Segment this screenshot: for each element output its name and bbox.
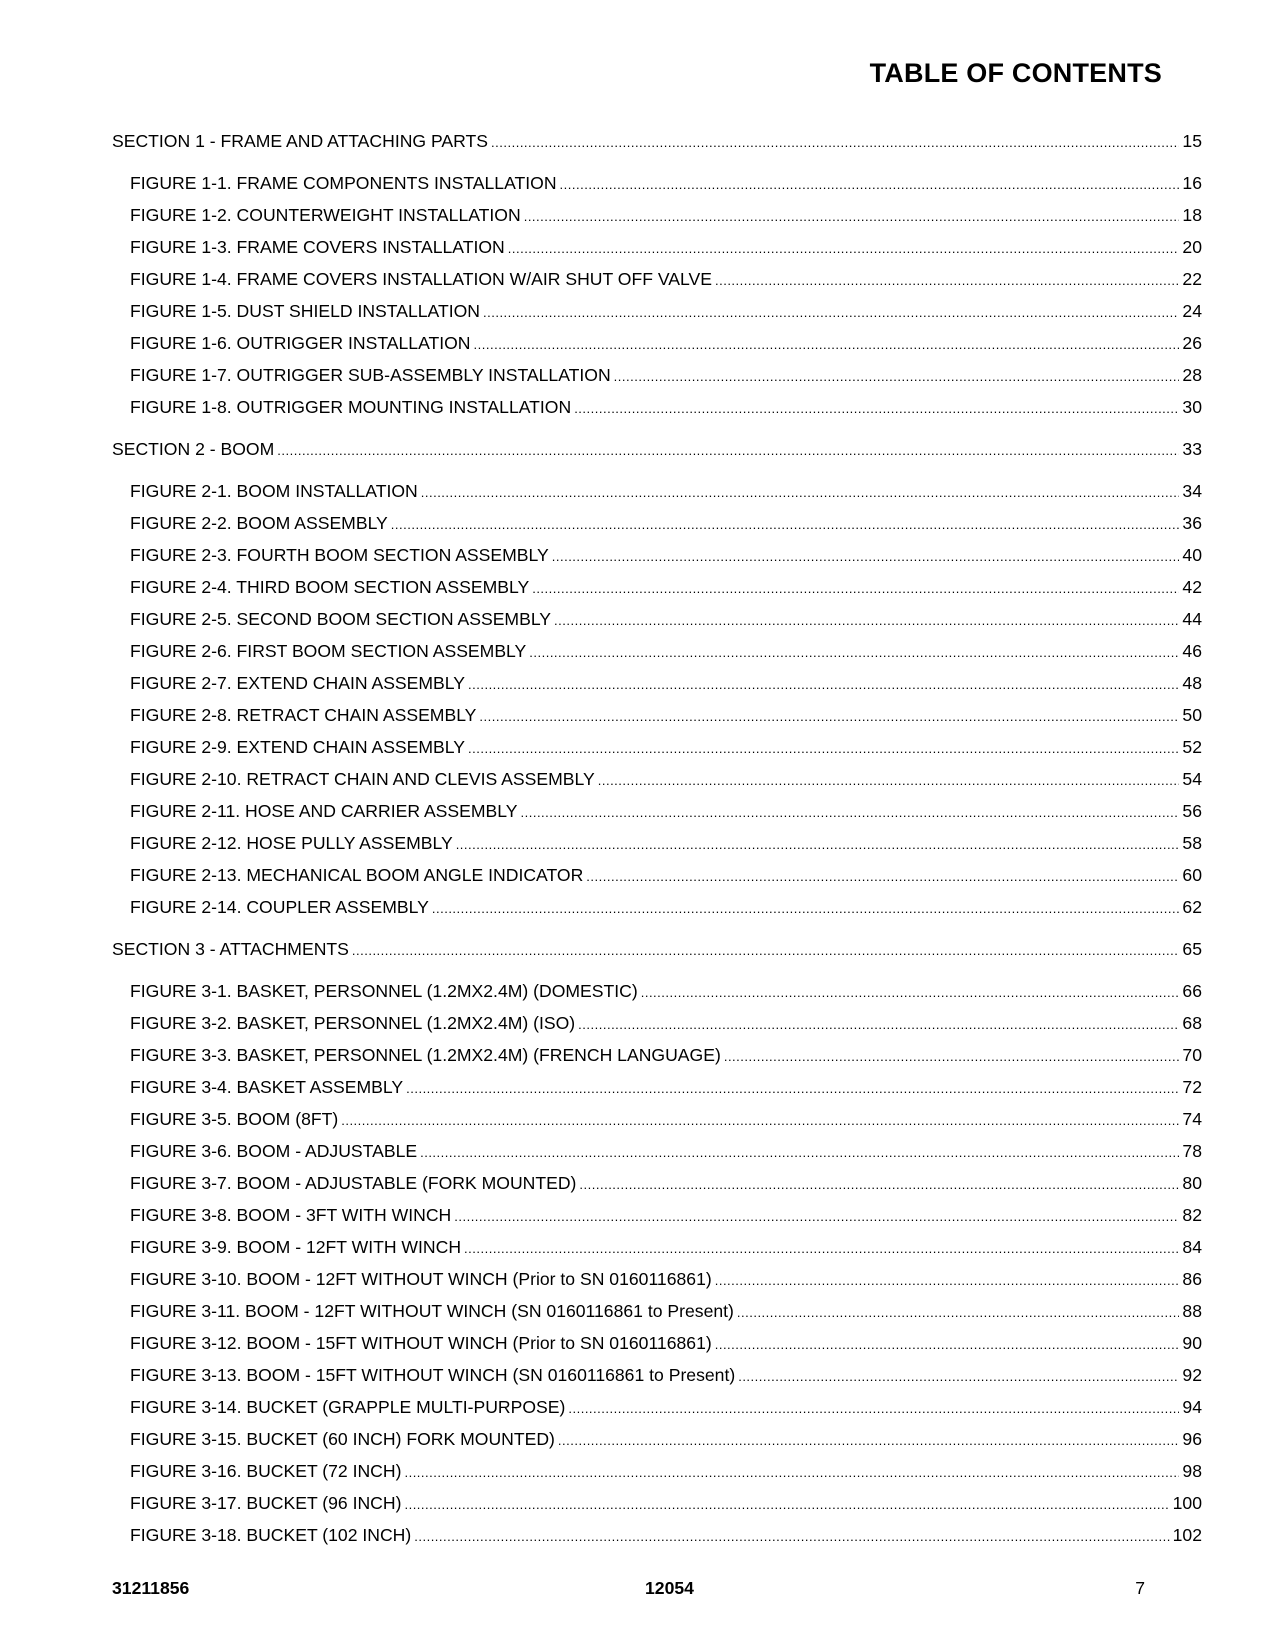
toc-figure-entry[interactable] bbox=[112, 640, 1202, 663]
toc-figure-entry[interactable] bbox=[112, 1140, 1202, 1163]
toc-entry-label: FIGURE 1-8. OUTRIGGER MOUNTING INSTALLATION bbox=[130, 397, 572, 417]
toc-entry-label: FIGURE 3-3. BASKET, PERSONNEL (1.2MX2.4M) (FRENCH LANGUAGE) bbox=[130, 1045, 721, 1065]
toc-dot-leader bbox=[574, 397, 1179, 420]
toc-dot-leader bbox=[454, 1205, 1179, 1228]
toc-entry-label: FIGURE 1-5. DUST SHIELD INSTALLATION bbox=[130, 301, 480, 321]
toc-entry-label: FIGURE 3-15. BUCKET (60 INCH) FORK MOUNTED) bbox=[130, 1429, 555, 1449]
toc-section-entry[interactable] bbox=[112, 938, 1202, 961]
toc-dot-leader bbox=[404, 1493, 1169, 1516]
toc-entry-label: FIGURE 2-9. EXTEND CHAIN ASSEMBLY bbox=[130, 737, 466, 757]
toc-entry-label: FIGURE 1-2. COUNTERWEIGHT INSTALLATION bbox=[130, 205, 521, 225]
toc-entry-label: FIGURE 3-16. BUCKET (72 INCH) bbox=[130, 1461, 402, 1481]
toc-figure-entry[interactable] bbox=[112, 1108, 1202, 1131]
table-of-contents bbox=[112, 130, 1202, 1547]
toc-dot-leader bbox=[586, 865, 1179, 888]
toc-entry-page: 78 bbox=[1182, 1141, 1202, 1161]
toc-dot-leader bbox=[598, 769, 1180, 792]
toc-entry-page: 36 bbox=[1182, 513, 1202, 533]
toc-entry-label: SECTION 2 - BOOM bbox=[112, 439, 275, 459]
toc-figure-entry[interactable] bbox=[112, 576, 1202, 599]
toc-entry-page: 74 bbox=[1182, 1109, 1202, 1129]
toc-figure-entry[interactable] bbox=[112, 1332, 1202, 1355]
toc-entry-label: FIGURE 2-6. FIRST BOOM SECTION ASSEMBLY bbox=[130, 641, 527, 661]
footer-part-number: 31211856 bbox=[112, 1578, 190, 1598]
toc-dot-leader bbox=[558, 1429, 1180, 1452]
toc-entry-label: FIGURE 1-7. OUTRIGGER SUB-ASSEMBLY INSTALLATION bbox=[130, 365, 611, 385]
toc-figure-entry[interactable] bbox=[112, 172, 1202, 195]
toc-figure-entry[interactable] bbox=[112, 608, 1202, 631]
toc-dot-leader bbox=[414, 1525, 1169, 1548]
toc-figure-entry[interactable] bbox=[112, 768, 1202, 791]
page-title: TABLE OF CONTENTS bbox=[869, 58, 1162, 88]
toc-dot-leader bbox=[529, 641, 1179, 664]
toc-entry-label: FIGURE 2-7. EXTEND CHAIN ASSEMBLY bbox=[130, 673, 466, 693]
toc-figure-entry[interactable] bbox=[112, 1300, 1202, 1323]
toc-figure-entry[interactable] bbox=[112, 864, 1202, 887]
toc-dot-leader bbox=[738, 1365, 1179, 1388]
toc-entry-page: 24 bbox=[1182, 301, 1202, 321]
toc-dot-leader bbox=[468, 737, 1179, 760]
toc-figure-entry[interactable] bbox=[112, 896, 1202, 919]
toc-dot-leader bbox=[508, 237, 1180, 260]
toc-figure-entry[interactable] bbox=[112, 1076, 1202, 1099]
toc-entry-label: FIGURE 2-10. RETRACT CHAIN AND CLEVIS ASSEMBLY bbox=[130, 769, 595, 789]
toc-entry-label: FIGURE 2-14. COUPLER ASSEMBLY bbox=[130, 897, 429, 917]
toc-entry-page: 40 bbox=[1182, 545, 1202, 565]
toc-entry-label: FIGURE 1-1. FRAME COMPONENTS INSTALLATION bbox=[130, 173, 557, 193]
toc-entry-label: FIGURE 3-8. BOOM - 3FT WITH WINCH bbox=[130, 1205, 452, 1225]
toc-entry-label: FIGURE 1-4. FRAME COVERS INSTALLATION W/AIR SHUT OFF VALVE bbox=[130, 269, 712, 289]
toc-entry-page: 33 bbox=[1182, 439, 1202, 459]
toc-entry-page: 42 bbox=[1182, 577, 1202, 597]
toc-figure-entry[interactable] bbox=[112, 1396, 1202, 1419]
toc-dot-leader bbox=[568, 1397, 1179, 1420]
toc-entry-label: FIGURE 3-18. BUCKET (102 INCH) bbox=[130, 1525, 412, 1545]
toc-dot-leader bbox=[532, 577, 1179, 600]
toc-entry-page: 60 bbox=[1182, 865, 1202, 885]
toc-entry-page: 18 bbox=[1182, 205, 1202, 225]
toc-entry-label: FIGURE 2-2. BOOM ASSEMBLY bbox=[130, 513, 388, 533]
toc-entry-label: FIGURE 3-17. BUCKET (96 INCH) bbox=[130, 1493, 402, 1513]
toc-dot-leader bbox=[579, 1173, 1179, 1196]
toc-dot-leader bbox=[715, 269, 1179, 292]
toc-entry-page: 46 bbox=[1182, 641, 1202, 661]
toc-entry-page: 98 bbox=[1182, 1461, 1202, 1481]
toc-figure-entry[interactable] bbox=[112, 1268, 1202, 1291]
toc-entry-label: FIGURE 2-11. HOSE AND CARRIER ASSEMBLY bbox=[130, 801, 518, 821]
toc-entry-page: 22 bbox=[1182, 269, 1202, 289]
toc-entry-label: FIGURE 2-8. RETRACT CHAIN ASSEMBLY bbox=[130, 705, 477, 725]
toc-figure-entry[interactable] bbox=[112, 832, 1202, 855]
toc-entry-label: FIGURE 3-4. BASKET ASSEMBLY bbox=[130, 1077, 404, 1097]
toc-entry-page: 80 bbox=[1182, 1173, 1202, 1193]
toc-entry-label: FIGURE 2-5. SECOND BOOM SECTION ASSEMBLY bbox=[130, 609, 552, 629]
toc-entry-label: FIGURE 3-12. BOOM - 15FT WITHOUT WINCH (Prior to SN 0160116861) bbox=[130, 1333, 712, 1353]
toc-dot-leader bbox=[560, 173, 1180, 196]
toc-dot-leader bbox=[421, 481, 1180, 504]
toc-figure-entry[interactable] bbox=[112, 1236, 1202, 1259]
toc-figure-entry[interactable] bbox=[112, 1172, 1202, 1195]
toc-entry-page: 56 bbox=[1182, 801, 1202, 821]
toc-entry-page: 54 bbox=[1182, 769, 1202, 789]
toc-section-entry[interactable] bbox=[112, 130, 1202, 153]
toc-entry-page: 28 bbox=[1182, 365, 1202, 385]
toc-figure-entry[interactable] bbox=[112, 1012, 1202, 1035]
toc-dot-leader bbox=[474, 333, 1180, 356]
toc-figure-entry[interactable] bbox=[112, 736, 1202, 759]
toc-dot-leader bbox=[491, 131, 1179, 154]
toc-entry-page: 68 bbox=[1182, 1013, 1202, 1033]
toc-entry-page: 84 bbox=[1182, 1237, 1202, 1257]
toc-figure-entry[interactable] bbox=[112, 1524, 1202, 1547]
toc-entry-page: 92 bbox=[1182, 1365, 1202, 1385]
toc-dot-leader bbox=[406, 1077, 1179, 1100]
toc-entry-page: 62 bbox=[1182, 897, 1202, 917]
toc-entry-page: 34 bbox=[1182, 481, 1202, 501]
toc-dot-leader bbox=[724, 1045, 1180, 1068]
toc-entry-page: 16 bbox=[1182, 173, 1202, 193]
toc-figure-entry[interactable] bbox=[112, 204, 1202, 227]
toc-dot-leader bbox=[432, 897, 1180, 920]
toc-entry-page: 30 bbox=[1182, 397, 1202, 417]
toc-dot-leader bbox=[524, 205, 1180, 228]
toc-figure-entry[interactable] bbox=[112, 236, 1202, 259]
toc-figure-entry[interactable] bbox=[112, 1460, 1202, 1483]
toc-entry-label: FIGURE 3-2. BASKET, PERSONNEL (1.2MX2.4M) (ISO) bbox=[130, 1013, 576, 1033]
toc-dot-leader bbox=[554, 609, 1179, 632]
toc-figure-entry[interactable] bbox=[112, 396, 1202, 419]
toc-dot-leader bbox=[715, 1269, 1180, 1292]
toc-entry-label: FIGURE 3-9. BOOM - 12FT WITH WINCH bbox=[130, 1237, 462, 1257]
toc-figure-entry[interactable] bbox=[112, 364, 1202, 387]
toc-entry-page: 20 bbox=[1182, 237, 1202, 257]
toc-entry-page: 48 bbox=[1182, 673, 1202, 693]
toc-dot-leader bbox=[578, 1013, 1179, 1036]
toc-entry-label: FIGURE 3-13. BOOM - 15FT WITHOUT WINCH (SN 0160116861 to Present) bbox=[130, 1365, 736, 1385]
toc-dot-leader bbox=[404, 1461, 1179, 1484]
toc-dot-leader bbox=[479, 705, 1179, 728]
toc-figure-entry[interactable] bbox=[112, 1044, 1202, 1067]
toc-dot-leader bbox=[641, 981, 1180, 1004]
toc-figure-entry[interactable] bbox=[112, 268, 1202, 291]
toc-entry-label: FIGURE 1-3. FRAME COVERS INSTALLATION bbox=[130, 237, 505, 257]
footer-model-number: 12054 bbox=[645, 1578, 694, 1598]
toc-entry-label: FIGURE 2-1. BOOM INSTALLATION bbox=[130, 481, 418, 501]
toc-dot-leader bbox=[456, 833, 1180, 856]
toc-dot-leader bbox=[341, 1109, 1179, 1132]
toc-entry-page: 70 bbox=[1182, 1045, 1202, 1065]
toc-figure-entry[interactable] bbox=[112, 1204, 1202, 1227]
toc-entry-label: FIGURE 3-14. BUCKET (GRAPPLE MULTI-PURPOSE) bbox=[130, 1397, 566, 1417]
toc-entry-label: FIGURE 1-6. OUTRIGGER INSTALLATION bbox=[130, 333, 471, 353]
toc-figure-entry[interactable] bbox=[112, 332, 1202, 355]
toc-dot-leader bbox=[468, 673, 1179, 696]
toc-entry-page: 65 bbox=[1182, 939, 1202, 959]
toc-entry-label: FIGURE 3-10. BOOM - 12FT WITHOUT WINCH (Prior to SN 0160116861) bbox=[130, 1269, 712, 1289]
toc-entry-page: 52 bbox=[1182, 737, 1202, 757]
toc-entry-label: FIGURE 2-13. MECHANICAL BOOM ANGLE INDICATOR bbox=[130, 865, 584, 885]
toc-entry-label: FIGURE 2-3. FOURTH BOOM SECTION ASSEMBLY bbox=[130, 545, 549, 565]
toc-entry-page: 82 bbox=[1182, 1205, 1202, 1225]
toc-entry-page: 86 bbox=[1182, 1269, 1202, 1289]
toc-section-entry[interactable] bbox=[112, 438, 1202, 461]
toc-entry-page: 90 bbox=[1182, 1333, 1202, 1353]
toc-figure-entry[interactable] bbox=[112, 544, 1202, 567]
footer-page-number: 7 bbox=[1135, 1578, 1145, 1598]
toc-dot-leader bbox=[483, 301, 1179, 324]
toc-dot-leader bbox=[420, 1141, 1179, 1164]
toc-entry-page: 44 bbox=[1182, 609, 1202, 629]
toc-dot-leader bbox=[737, 1301, 1180, 1324]
toc-entry-page: 66 bbox=[1182, 981, 1202, 1001]
toc-dot-leader bbox=[464, 1237, 1179, 1260]
toc-entry-page: 26 bbox=[1182, 333, 1202, 353]
toc-figure-entry[interactable] bbox=[112, 1428, 1202, 1451]
toc-dot-leader bbox=[552, 545, 1180, 568]
toc-entry-page: 94 bbox=[1182, 1397, 1202, 1417]
toc-entry-page: 50 bbox=[1182, 705, 1202, 725]
toc-entry-label: FIGURE 3-6. BOOM - ADJUSTABLE bbox=[130, 1141, 418, 1161]
toc-dot-leader bbox=[391, 513, 1180, 536]
toc-entry-page: 100 bbox=[1172, 1493, 1202, 1513]
toc-entry-label: SECTION 1 - FRAME AND ATTACHING PARTS bbox=[112, 131, 489, 151]
toc-entry-page: 96 bbox=[1182, 1429, 1202, 1449]
toc-figure-entry[interactable] bbox=[112, 1492, 1202, 1515]
toc-dot-leader bbox=[521, 801, 1180, 824]
toc-figure-entry[interactable] bbox=[112, 704, 1202, 727]
toc-entry-page: 102 bbox=[1172, 1525, 1202, 1545]
toc-entry-page: 58 bbox=[1182, 833, 1202, 853]
toc-figure-entry[interactable] bbox=[112, 512, 1202, 535]
toc-figure-entry[interactable] bbox=[112, 300, 1202, 323]
toc-entry-page: 88 bbox=[1182, 1301, 1202, 1321]
toc-entry-label: FIGURE 3-1. BASKET, PERSONNEL (1.2MX2.4M) (DOMESTIC) bbox=[130, 981, 638, 1001]
toc-entry-page: 15 bbox=[1182, 131, 1202, 151]
toc-dot-leader bbox=[277, 439, 1179, 462]
toc-dot-leader bbox=[352, 939, 1180, 962]
toc-entry-label: FIGURE 2-12. HOSE PULLY ASSEMBLY bbox=[130, 833, 453, 853]
toc-entry-label: FIGURE 2-4. THIRD BOOM SECTION ASSEMBLY bbox=[130, 577, 530, 597]
toc-figure-entry[interactable] bbox=[112, 980, 1202, 1003]
toc-entry-label: FIGURE 3-7. BOOM - ADJUSTABLE (FORK MOUNTED) bbox=[130, 1173, 577, 1193]
toc-figure-entry[interactable] bbox=[112, 672, 1202, 695]
toc-entry-page: 72 bbox=[1182, 1077, 1202, 1097]
toc-figure-entry[interactable] bbox=[112, 1364, 1202, 1387]
toc-figure-entry[interactable] bbox=[112, 800, 1202, 823]
toc-dot-leader bbox=[614, 365, 1180, 388]
toc-figure-entry[interactable] bbox=[112, 480, 1202, 503]
toc-dot-leader bbox=[715, 1333, 1180, 1356]
toc-entry-label: FIGURE 3-11. BOOM - 12FT WITHOUT WINCH (SN 0160116861 to Present) bbox=[130, 1301, 734, 1321]
toc-entry-label: SECTION 3 - ATTACHMENTS bbox=[112, 939, 349, 959]
toc-entry-label: FIGURE 3-5. BOOM (8FT) bbox=[130, 1109, 339, 1129]
